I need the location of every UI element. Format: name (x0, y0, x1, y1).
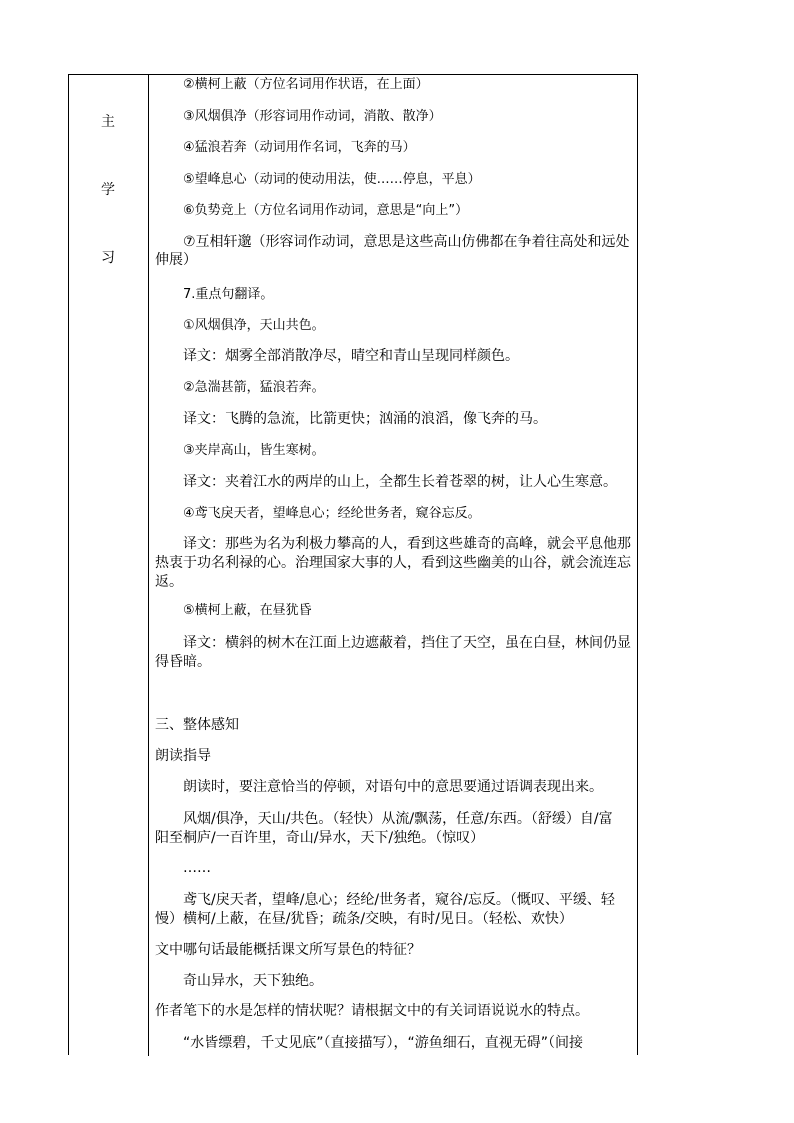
text-line: ②急湍甚箭，猛浪若奔。 (183, 380, 325, 395)
section-heading: 三、整体感知 (155, 717, 239, 733)
text-line: ⑦互相轩邈（形容词作动词，意思是这些高山仿佛都在争着往高处和远处 (183, 234, 630, 250)
text-line: ④鸢飞戾天者，望峰息心；经纶世务者，窥谷忘反。 (183, 506, 481, 521)
text-line: 热衷于功名利禄的心。治理国家大事的人，看到这些幽美的山谷，就会流连忘 (155, 555, 631, 571)
question-line: 作者笔下的水是怎样的情状呢？请根据文中的有关词语说说水的特点。 (155, 1003, 589, 1019)
text-line: 译文：烟雾全部消散净尽，晴空和青山呈现同样颜色。 (183, 348, 519, 364)
text-line: ⑤望峰息心（动词的使动用法，使……停息，平息） (183, 172, 481, 187)
side-label-char: 习 (101, 250, 115, 266)
text-line: “水皆缥碧，千丈见底”（直接描写），“游鱼细石，直视无碍”（间接 (183, 1035, 584, 1051)
text-line: ⑥负势竞上（方位名词用作动词，意思是“向上”） (183, 203, 469, 218)
text-line: 风烟/俱净，天山/共色。（轻快）从流/飘荡，任意/东西。（舒缓）自/富 (183, 811, 613, 827)
text-line: ③风烟俱净（形容词用作动词，消散、散净） (183, 109, 442, 124)
text-line: 伸展） (155, 252, 197, 268)
text-line: 7.重点句翻译。 (183, 287, 274, 302)
side-label-char: 主 (101, 114, 115, 130)
text-line: 鸢飞/戾天者，望峰/息心；经纶/世务者，窥谷/忘反。（慨叹、平缓、轻 (183, 892, 615, 908)
question-line: 文中哪句话最能概括课文所写景色的特征？ (155, 942, 421, 958)
column-divider (148, 75, 149, 1056)
text-line: ④猛浪若奔（动词用作名词，飞奔的马） (183, 140, 416, 155)
text-line: 阳至桐庐/一百许里，奇山/异水，天下/独绝。（惊叹） (155, 830, 485, 846)
subheading: 朗读指导 (155, 748, 211, 764)
ellipsis-line: …… (183, 860, 211, 876)
text-line: ②横柯上蔽（方位名词用作状语，在上面） (183, 77, 429, 92)
text-line: 译文：横斜的树木在江面上边遮蔽着，挡住了天空，虽在白昼，林间仍显 (183, 635, 631, 651)
answer-line: 奇山异水，天下独绝。 (183, 973, 323, 989)
text-line: ①风烟俱净，天山共色。 (183, 318, 325, 333)
text-line: 朗读时，要注意恰当的停顿，对语句中的意思要通过语调表现出来。 (183, 779, 603, 795)
text-line: 慢）横柯/上蔽，在昼/犹昏；疏条/交映，有时/见日。（轻松、欢快） (155, 911, 573, 927)
text-line: 得昏暗。 (155, 654, 211, 670)
text-line: 译文：那些为名为利极力攀高的人，看到这些雄奇的高峰，就会平息他那 (183, 536, 631, 552)
text-line: 译文：飞腾的急流，比箭更快；汹涌的浪滔，像飞奔的马。 (183, 411, 547, 427)
text-line: 译文：夹着江水的两岸的山上，全都生长着苍翠的树，让人心生寒意。 (183, 474, 617, 490)
text-line: ⑤横柯上蔽，在昼犹昏 (183, 603, 312, 618)
side-label-char: 学 (101, 182, 115, 198)
text-line: 返。 (155, 574, 183, 590)
text-line: ③夹岸高山，皆生寒树。 (183, 443, 325, 458)
